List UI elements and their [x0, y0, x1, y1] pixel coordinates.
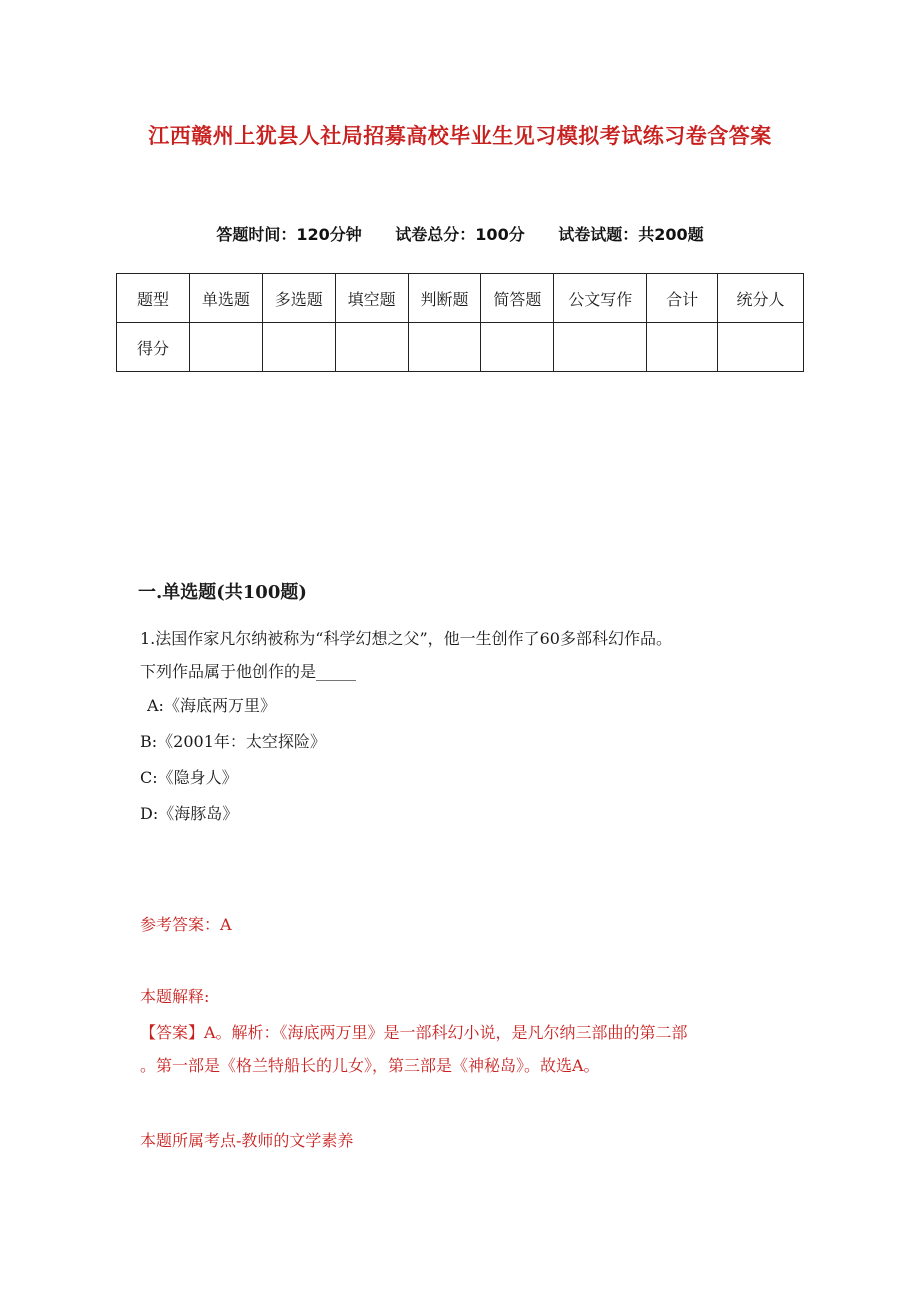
score-cell [262, 323, 335, 372]
exam-time: 答题时间：120分钟 [216, 225, 362, 244]
score-table-header: 简答题 [481, 274, 554, 323]
exam-total-score: 试卷总分：100分 [395, 225, 525, 244]
score-table-header: 单选题 [189, 274, 262, 323]
option-a: A:《海底两万里》 [147, 696, 276, 715]
score-table-score-row [117, 323, 804, 372]
document-title: 江西赣州上犹县人社局招募高校毕业生见习模拟考试练习卷含答案 [148, 124, 772, 148]
exam-question-count: 试卷试题：共200题 [558, 225, 704, 244]
score-table-header: 填空题 [335, 274, 408, 323]
score-table-header: 判断题 [408, 274, 481, 323]
question-line: 下列作品属于他创作的是_____ [140, 662, 357, 681]
explanation-line: 【答案】A。解析：《海底两万里》是一部科幻小说，是凡尔纳三部曲的第二部 [140, 1023, 688, 1042]
option-c: C:《隐身人》 [140, 768, 238, 787]
option-b: B:《2001年：太空探险》 [140, 732, 326, 751]
score-cell [189, 323, 262, 372]
question-line: 1.法国作家凡尔纳被称为“科学幻想之父”，他一生创作了60多部科幻作品。 [140, 629, 672, 648]
score-table-header: 题型 [117, 274, 190, 323]
score-table-header: 公文写作 [554, 274, 647, 323]
score-cell [554, 323, 647, 372]
score-cell [335, 323, 408, 372]
score-table-header: 统分人 [718, 274, 804, 323]
question-stem [140, 622, 800, 688]
score-table [116, 273, 804, 372]
explanation-heading: 本题解释: [140, 987, 210, 1006]
score-table-header: 多选题 [262, 274, 335, 323]
explanation-text [140, 1016, 800, 1082]
explanation-line: 。第一部是《格兰特船长的儿女》，第三部是《神秘岛》。故选A。 [140, 1056, 600, 1075]
score-table-header-row [117, 274, 804, 323]
option-d: D:《海豚岛》 [140, 804, 239, 823]
knowledge-point: 本题所属考点-教师的文学素养 [140, 1131, 354, 1150]
reference-answer: 参考答案：A [140, 915, 232, 934]
score-cell [718, 323, 804, 372]
score-cell [481, 323, 554, 372]
score-cell [647, 323, 718, 372]
section-title: 一.单选题(共100题) [138, 582, 307, 603]
exam-meta [0, 222, 920, 245]
score-cell [408, 323, 481, 372]
score-row-label: 得分 [117, 323, 190, 372]
score-table-header: 合计 [647, 274, 718, 323]
